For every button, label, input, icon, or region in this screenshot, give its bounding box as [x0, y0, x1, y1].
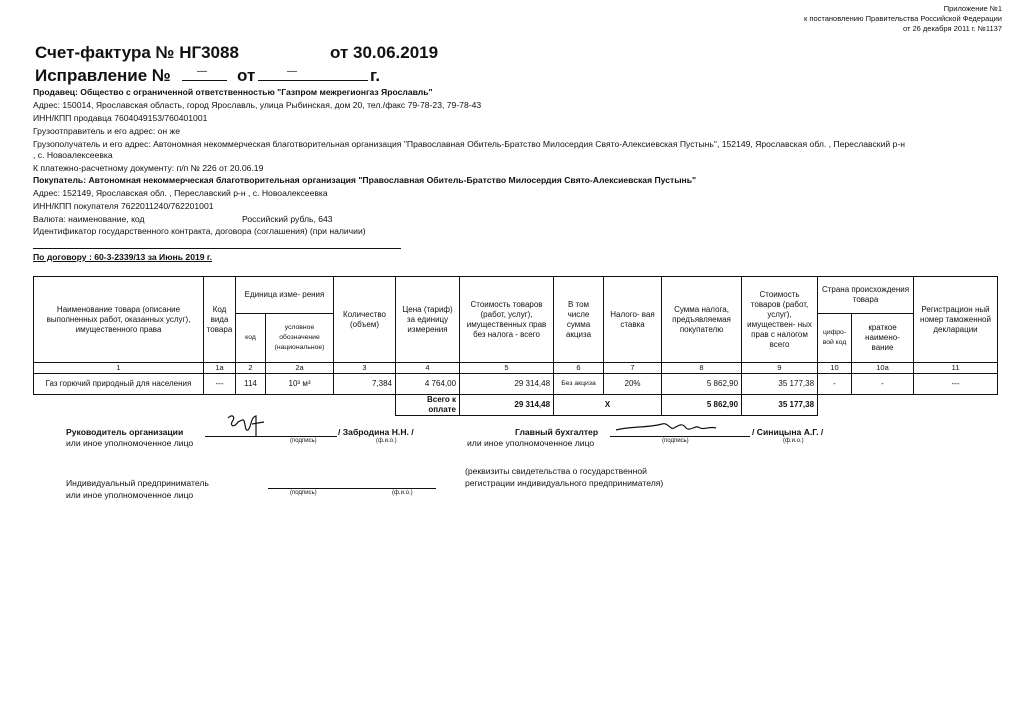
col-header-total: Стоимость товаров (работ, услуг), имуществен- ных прав с налогом всего: [742, 277, 818, 363]
consignee-line-2: , с. Новоалексеевка: [33, 150, 113, 160]
item-tax-rate: 20%: [604, 374, 662, 395]
correction-number-dash: —: [197, 66, 207, 77]
buyer-address: Адрес: 152149, Ярославская обл. , Переславский р-н , с. Новоалексеевка: [33, 188, 328, 198]
currency-value: Российский рубль, 643: [242, 214, 333, 224]
shipper: Грузоотправитель и его адрес: он же: [33, 126, 181, 136]
head-name: / Забродина Н.Н. /: [338, 427, 414, 437]
total-label: Всего к оплате: [396, 395, 460, 416]
entrepreneur-label-1: Индивидуальный предприниматель: [66, 478, 209, 488]
item-excise: Без акциза: [554, 374, 604, 395]
column-number: 10: [818, 363, 852, 374]
buyer-line: [33, 175, 696, 185]
item-country-code: -: [818, 374, 852, 395]
col-header-qty: Количество (объем): [334, 277, 396, 363]
consignee-line-1: Грузополучатель и его адрес: Автономная некоммерческая благотворительная организация "Православная Обитель-Братство Милосердия Свято-Алексиевская Пустынь", 152149, Ярославская обл. , Переславский р-н: [33, 139, 905, 149]
column-number: 4: [396, 363, 460, 374]
invoice-table: [33, 276, 998, 416]
col-header-country-name: краткое наимено- вание: [852, 314, 914, 363]
seller-label: Продавец:: [33, 87, 78, 97]
buyer-label: Покупатель:: [33, 175, 87, 185]
entrepreneur-fio-caption: (ф.и.о.): [392, 490, 413, 496]
registration-line-2: регистрации индивидуального предпринимателя): [465, 478, 664, 488]
correction-number-line: [182, 80, 227, 81]
correction-date-dash: —: [287, 66, 297, 77]
col-header-unit: Единица изме- рения: [236, 277, 334, 314]
item-tax-amount: 5 862,90: [662, 374, 742, 395]
contract-reference: По договору : 60-3-2339/13 за Июнь 2019 г.: [33, 252, 213, 262]
entrepreneur-sign-line: [268, 488, 436, 489]
head-label-2: или иное уполномоченное лицо: [66, 438, 194, 448]
accountant-fio-caption: (ф.и.о.): [783, 438, 804, 444]
item-price: 4 764,00: [396, 374, 460, 395]
col-header-country-code: цифро- вой код: [818, 314, 852, 363]
column-number: 10а: [852, 363, 914, 374]
accountant-name: / Синицына А.Г. /: [752, 427, 824, 437]
item-total: 35 177,38: [742, 374, 818, 395]
appendix-line-2: к постановлению Правительства Российской Федерации: [804, 14, 1002, 23]
correction-label: Исправление №: [35, 66, 171, 85]
col-header-country: Страна происхождения товара: [818, 277, 914, 314]
column-number: 2а: [266, 363, 334, 374]
head-sign-caption: (подпись): [290, 438, 317, 444]
appendix-line-1: Приложение №1: [943, 4, 1002, 13]
item-name: Газ горючий природный для населения: [34, 374, 204, 395]
total-cost: 29 314,48: [460, 395, 554, 416]
col-header-unit-symbol: условное обозначение (национальное): [266, 314, 334, 363]
contract-separator: [33, 248, 401, 249]
buyer-inn: ИНН/КПП покупателя 7622011240/762201001: [33, 201, 214, 211]
col-header-customs: Регистрацион ный номер таможенной декларации: [914, 277, 998, 363]
item-kind: ---: [204, 374, 236, 395]
correction-year: г.: [370, 66, 381, 85]
total-sum: 35 177,38: [742, 395, 818, 416]
column-number: 1: [34, 363, 204, 374]
head-fio-caption: (ф.и.о.): [376, 438, 397, 444]
column-number: 2: [236, 363, 266, 374]
col-header-rate: Налого- вая ставка: [604, 277, 662, 363]
item-customs-number: ---: [914, 374, 998, 395]
accountant-sign-caption: (подпись): [662, 438, 689, 444]
item-unit-code: 114: [236, 374, 266, 395]
column-number: 11: [914, 363, 998, 374]
head-label-1: Руководитель организации: [66, 427, 184, 437]
item-cost: 29 314,48: [460, 374, 554, 395]
col-header-price: Цена (тариф) за единицу измерения: [396, 277, 460, 363]
table-header-row-1: [34, 277, 998, 314]
column-number: 5: [460, 363, 554, 374]
accountant-signature: [612, 416, 720, 438]
column-number: 9: [742, 363, 818, 374]
total-excise: X: [554, 395, 662, 416]
col-header-name: Наименование товара (описание выполненных работ, оказанных услуг), имущественного права: [34, 277, 204, 363]
column-number: 7: [604, 363, 662, 374]
invoice-date: от 30.06.2019: [330, 43, 439, 62]
column-number: 6: [554, 363, 604, 374]
registration-line-1: (реквизиты свидетельства о государственной: [465, 466, 647, 476]
col-header-cost: Стоимость товаров (работ, услуг), имущественных прав без налога - всего: [460, 277, 554, 363]
gov-contract-id: Идентификатор государственного контракта, договора (соглашения) (при наличии): [33, 226, 366, 236]
column-numbers-row: [34, 363, 998, 374]
entrepreneur-sign-caption: (подпись): [290, 490, 317, 496]
column-number: 8: [662, 363, 742, 374]
correction-from: от: [237, 66, 256, 85]
accountant-label-2: или иное уполномоченное лицо: [467, 438, 595, 448]
payment-document: К платежно-расчетному документу: п/п № 226 от 20.06.19: [33, 163, 264, 173]
item-quantity: 7,384: [334, 374, 396, 395]
seller-inn: ИНН/КПП продавца 7604049153/760401001: [33, 113, 208, 123]
currency-label: Валюта: наименование, код: [33, 214, 145, 224]
item-unit-symbol: 10³ м³: [266, 374, 334, 395]
entrepreneur-label-2: или иное уполномоченное лицо: [66, 490, 194, 500]
item-country-name: -: [852, 374, 914, 395]
accountant-label-1: Главный бухгалтер: [515, 427, 599, 437]
table-row: [34, 374, 998, 395]
col-header-tax: Сумма налога, предъявляемая покупателю: [662, 277, 742, 363]
col-header-excise: В том числе сумма акциза: [554, 277, 604, 363]
col-header-kind: Код вида товара: [204, 277, 236, 363]
seller-address: Адрес: 150014, Ярославская область, город Ярославль, улица Рыбинская, дом 20, тел./факс 79-78-23, 79-78-43: [33, 100, 482, 110]
correction-date-line: [258, 80, 368, 81]
col-header-unit-code: код: [236, 314, 266, 363]
buyer-name: Автономная некоммерческая благотворительная организация "Православная Обитель-Братство Милосердия Свято-Алексиевская Пустынь": [88, 175, 697, 185]
total-tax: 5 862,90: [662, 395, 742, 416]
column-number: 3: [334, 363, 396, 374]
table-total-row: [34, 395, 998, 416]
seller-name: Общество с ограниченной ответственностью "Газпром межрегионгаз Ярославль": [80, 87, 433, 97]
invoice-number: Счет-фактура № НГ3088: [35, 43, 239, 62]
head-signature: [222, 410, 272, 440]
seller-line: [33, 87, 433, 97]
appendix-line-3: от 26 декабря 2011 г. №1137: [902, 24, 1002, 33]
column-number: 1а: [204, 363, 236, 374]
